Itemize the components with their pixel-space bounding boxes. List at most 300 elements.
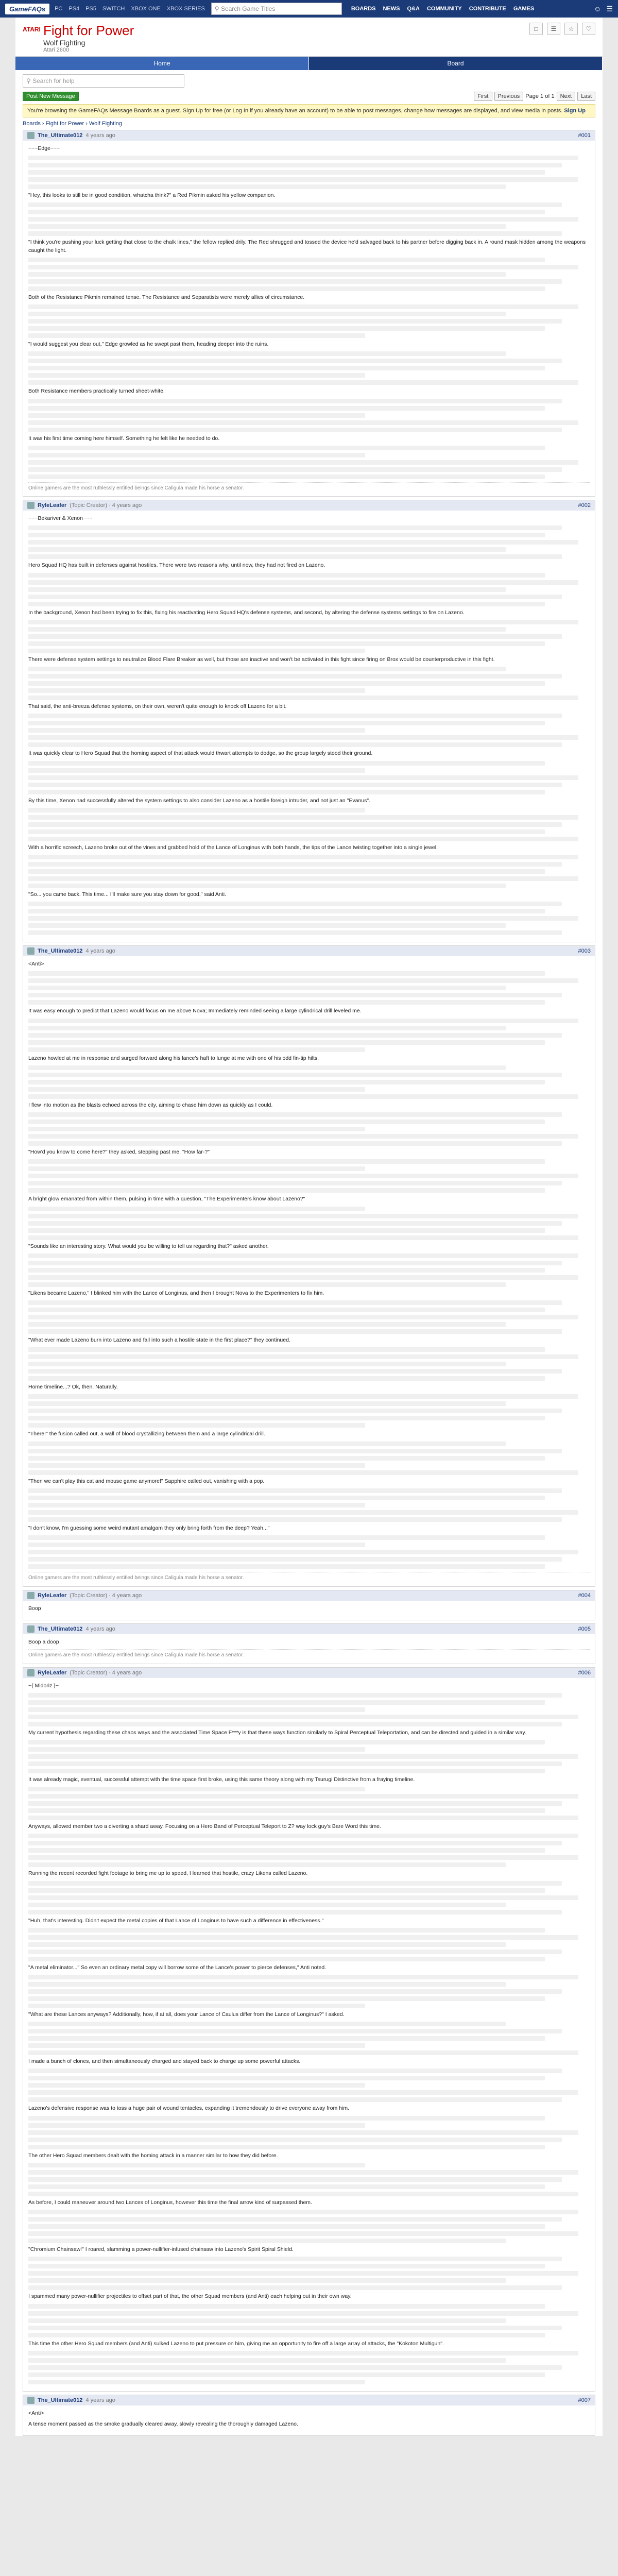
nav-boards[interactable]: BOARDS (351, 6, 376, 12)
text-line-placeholder (28, 2326, 562, 2330)
breadcrumb[interactable]: Boards › Fight for Power › Wolf Fighting (23, 121, 122, 127)
text-line-placeholder (28, 1957, 545, 1961)
post-author[interactable]: RyleLeafer (38, 1592, 67, 1599)
text-line-placeholder (28, 1282, 506, 1287)
text-line-placeholder (28, 413, 365, 418)
text-line-placeholder (28, 2116, 545, 2121)
text-line-placeholder (28, 909, 545, 913)
post-paragraph: "I don't know, I'm guessing some weird mutant amalgam they only bring forth from the deep? Yeah..." (28, 1524, 270, 1531)
post-header (23, 1624, 595, 1634)
text-line-placeholder (28, 1047, 365, 1052)
post-paragraph: "Chromium Chainsaw!" I roared, slamming a power-nullifier-infused chainsaw into Lazeno's Spirit Spiral Shield. (28, 2246, 294, 2253)
text-line-placeholder (28, 1700, 545, 1705)
text-line-placeholder (28, 634, 562, 639)
text-line-placeholder (28, 1449, 562, 1453)
text-line-placeholder (28, 674, 562, 679)
text-line-placeholder (28, 1543, 365, 1547)
post-paragraph: Boop a doop (28, 1638, 59, 1645)
nav-games[interactable]: GAMES (513, 6, 535, 12)
text-line-placeholder (28, 286, 545, 291)
text-line-placeholder (28, 2069, 562, 2073)
first-page-button[interactable]: First (474, 92, 492, 101)
text-line-placeholder (28, 2036, 545, 2041)
avatar[interactable] (27, 947, 35, 955)
last-page-button[interactable]: Last (577, 92, 595, 101)
post-author[interactable]: The_Ultimate012 (38, 1625, 83, 1632)
text-line-placeholder (28, 1166, 365, 1171)
text-line-placeholder (28, 1094, 578, 1099)
text-line-placeholder (28, 1026, 506, 1030)
text-line-placeholder (28, 2004, 365, 2008)
text-line-placeholder (28, 1787, 365, 1791)
text-line-placeholder (28, 351, 506, 356)
game-platform: Atari 2600 (43, 47, 70, 53)
text-line-placeholder (28, 978, 578, 983)
text-line-placeholder (28, 156, 578, 160)
post-meta: 4 years ago (85, 948, 115, 955)
post-paragraph: I made a bunch of clones, and then simultaneously charged and stayed back to charge up some powerful attacks. (28, 2058, 301, 2065)
text-line-placeholder (28, 1174, 578, 1178)
text-line-placeholder (28, 1488, 562, 1493)
text-line-placeholder (28, 460, 578, 465)
post-paragraph: "How'd you know to come here?" they asked, stepping past me. "How far-?" (28, 1149, 210, 1156)
text-line-placeholder (28, 1707, 365, 1712)
message-list (15, 130, 603, 2436)
post-paragraph: It was quickly clear to Hero Squad that the homing aspect of that attack would thwart attempts to dodge, so the group largely stood their ground. (28, 750, 373, 757)
text-line-placeholder (28, 1329, 562, 1334)
post-paragraph: There were defense system settings to neutralize Blood Flare Breaker as well, but those are inactive and won't be activated in this fight since firing on Brox would be counterproductive in this fight. (28, 656, 495, 663)
text-line-placeholder (28, 688, 365, 693)
post-paragraph: I spammed many power-nullifier projectiles to offset part of that, the other Squad members (and Anti) each helping out in their own way. (28, 2293, 352, 2300)
text-line-placeholder (28, 1715, 578, 1719)
text-line-placeholder (28, 2097, 562, 2102)
text-line-placeholder (28, 467, 562, 472)
text-line-placeholder (28, 1362, 506, 1366)
game-title[interactable]: Fight for Power (43, 23, 134, 38)
text-line-placeholder (28, 2372, 545, 2377)
text-line-placeholder (28, 1120, 545, 1124)
post-author[interactable]: RyleLeafer (38, 502, 67, 509)
text-line-placeholder (28, 1040, 545, 1045)
text-line-placeholder (28, 163, 562, 167)
text-line-placeholder (28, 2022, 506, 2026)
post-header (23, 130, 595, 141)
text-line-placeholder (28, 902, 562, 906)
post-header (23, 500, 595, 511)
platform-link-pc[interactable]: PC (55, 6, 63, 12)
avatar[interactable] (27, 502, 35, 509)
user-icon[interactable]: ☺ (594, 4, 602, 13)
text-line-placeholder (28, 837, 578, 841)
text-line-placeholder (28, 2351, 578, 2355)
post-paragraph: In the background, Xenon had been trying to fix this, fixing his reactivating Hero Squad HQ's defense systems, and second, by altering the defense systems settings to fire on Lazeno. (28, 609, 465, 616)
text-line-placeholder (28, 822, 562, 827)
list-icon[interactable]: ☰ (547, 23, 560, 35)
text-line-placeholder (28, 1510, 578, 1515)
platform-link-ps5[interactable]: PS5 (85, 6, 96, 12)
next-page-button[interactable]: Next (557, 92, 576, 101)
text-line-placeholder (28, 2333, 545, 2337)
text-line-placeholder (28, 587, 506, 592)
message-post (23, 1590, 595, 1620)
text-line-placeholder (28, 2177, 562, 2182)
post-paragraph: My current hypothesis regarding these chaos ways and the associated Time Space F***y is that these ways function similarly to Spiral Perceptual Teleportation, and can be directed and guided in a similar way. (28, 1729, 526, 1736)
text-line-placeholder (28, 602, 545, 606)
post-body (23, 1601, 595, 1620)
text-line-placeholder (28, 210, 545, 214)
platform-link-ps4[interactable]: PS4 (68, 6, 80, 12)
text-line-placeholder (28, 1895, 578, 1900)
text-line-placeholder (28, 1535, 545, 1540)
text-line-placeholder (28, 380, 578, 385)
text-line-placeholder (28, 2192, 578, 2196)
post-meta: (Topic Creator) · 4 years ago (70, 1592, 142, 1599)
text-line-placeholder (28, 855, 578, 859)
post-header (23, 1590, 595, 1601)
text-line-placeholder (28, 993, 562, 997)
text-line-placeholder (28, 170, 545, 175)
text-line-placeholder (28, 1747, 365, 1752)
post-author[interactable]: The_Ultimate012 (38, 132, 83, 139)
text-line-placeholder (28, 1033, 562, 1038)
text-line-placeholder (28, 1848, 545, 1853)
text-line-placeholder (28, 1394, 578, 1399)
text-line-placeholder (28, 279, 562, 284)
post-paragraph: "A metal eliminator..." So even an ordinary metal copy will borrow some of the Lance's power to pierce defenses," Anti noted. (28, 1964, 327, 1971)
text-line-placeholder (28, 1401, 506, 1406)
avatar[interactable] (27, 1625, 35, 1633)
text-line-placeholder (28, 876, 578, 881)
text-line-placeholder (28, 2304, 545, 2309)
text-line-placeholder (28, 540, 578, 545)
text-line-placeholder (28, 1141, 562, 1146)
text-line-placeholder (28, 453, 365, 457)
text-line-placeholder (28, 1134, 578, 1139)
text-line-placeholder (28, 1888, 545, 1893)
post-paragraph: "Then we can't play this cat and mouse game anymore!" Sapphire called out, vanishing with a pop. (28, 1478, 265, 1484)
menu-icon[interactable]: ☰ (606, 4, 613, 13)
avatar[interactable] (27, 1669, 35, 1676)
text-line-placeholder (28, 399, 562, 403)
text-line-placeholder (28, 326, 545, 331)
text-line-placeholder (28, 2380, 365, 2384)
text-line-placeholder (28, 1754, 578, 1759)
text-line-placeholder (28, 1087, 365, 1092)
post-meta: (Topic Creator) · 4 years ago (70, 1669, 142, 1676)
text-line-placeholder (28, 721, 545, 725)
text-line-placeholder (28, 2145, 545, 2149)
post-meta: 4 years ago (85, 1625, 115, 1632)
post-paragraph: "I would suggest you clear out," Edge growled as he swept past them, heading deeper into the ruins. (28, 341, 269, 348)
text-line-placeholder (28, 2278, 506, 2283)
guest-notice-text: You're browsing the GameFAQs Message Boards as a guest. Sign Up for free (or Log In if you already have an account) to be able to post messages, change how messages are displayed, and view media in posts. (27, 108, 563, 114)
text-line-placeholder (28, 547, 506, 552)
text-line-placeholder (28, 1935, 578, 1940)
post-body (23, 141, 595, 496)
text-line-placeholder (28, 333, 365, 338)
text-line-placeholder (28, 1253, 578, 1258)
post-paragraph: I flew into motion as the blasts echoed across the city, aiming to chase him down as quickly as I could. (28, 1101, 273, 1108)
post-body (23, 2405, 595, 2435)
text-line-placeholder (28, 1517, 562, 1522)
text-line-placeholder (28, 526, 562, 530)
post-signature: Online gamers are the most ruthlessly entitled beings since Caligula made his horse a senator. (28, 1572, 590, 1582)
post-paragraph: This time the other Hero Squad members (and Anti) sulked Lazeno to put pressure on him, giving me an opportunity to fire off a large array of attacks, the "Kokoton Multigun". (28, 2340, 444, 2347)
post-paragraph: "What ever made Lazeno burn into Lazeno and fall into such a hostile state in the first place?" they continued. (28, 1336, 290, 1343)
text-line-placeholder (28, 1722, 562, 1726)
text-line-placeholder (28, 202, 562, 207)
search-icon: ⚲ (214, 5, 221, 12)
post-paragraph: Anyways, allowed member two a diverting a shard away. Focusing on a Hero Band of Perceptual Teleport to Z? way lock guy's Bare Word this time. (28, 1823, 381, 1830)
message-post (23, 500, 595, 942)
text-line-placeholder (28, 2358, 506, 2363)
text-line-placeholder (28, 1862, 506, 1867)
text-line-placeholder (28, 1261, 562, 1265)
text-line-placeholder (28, 2184, 545, 2189)
text-line-placeholder (28, 2257, 562, 2261)
guest-notice (23, 104, 595, 117)
text-line-placeholder (28, 1470, 578, 1475)
text-line-placeholder (28, 2170, 578, 2175)
text-line-placeholder (28, 1188, 545, 1193)
post-author[interactable]: The_Ultimate012 (38, 948, 83, 955)
post-paragraph: It was easy enough to predict that Lazeno would focus on me above Nova; Immediately reminded seeing a large cylindrical drill leveled me. (28, 1008, 362, 1014)
pagination (474, 92, 595, 101)
post-paragraph: The other Hero Squad members dealt with the homing attack in a manner similar to how they did before. (28, 2152, 278, 2159)
post-number[interactable]: #005 (578, 1625, 591, 1632)
text-line-placeholder (28, 2138, 562, 2142)
post-paragraph: "Likens became Lazeno," I blinked him with the Lance of Longinus, and then I brought Nova to the Experimenters to fix him. (28, 1290, 324, 1296)
text-line-placeholder (28, 1740, 545, 1744)
text-line-placeholder (28, 1794, 578, 1799)
post-author[interactable]: The_Ultimate012 (38, 2397, 83, 2403)
post-paragraph: A bright glow emanated from within them, pulsing in time with a question, "The Experimenters know about Lazeno?" (28, 1196, 305, 1202)
text-line-placeholder (28, 406, 545, 411)
nav-news[interactable]: NEWS (383, 6, 400, 12)
avatar[interactable] (27, 1592, 35, 1599)
page-wrapper (15, 18, 603, 2436)
post-paragraph: Boop (28, 1605, 41, 1612)
text-line-placeholder (28, 1761, 562, 1766)
post-header (23, 946, 595, 956)
post-body (23, 1634, 595, 1664)
avatar[interactable] (27, 2397, 35, 2404)
nav-qa[interactable]: Q&A (407, 6, 420, 12)
text-line-placeholder (28, 1073, 562, 1077)
help-search-placeholder: Search for help (32, 77, 75, 84)
star-icon[interactable]: ☆ (564, 23, 578, 35)
tab-home[interactable]: Home (15, 57, 309, 70)
text-line-placeholder (28, 1503, 365, 1507)
text-line-placeholder (28, 790, 545, 794)
text-line-placeholder (28, 829, 545, 834)
top-nav-bar (0, 0, 618, 18)
text-line-placeholder (28, 1769, 545, 1773)
main-nav (351, 6, 534, 12)
text-line-placeholder (28, 2285, 562, 2290)
platform-link-xboxseries[interactable]: XBOX SERIES (166, 6, 205, 12)
text-line-placeholder (28, 265, 578, 269)
title-block (43, 23, 134, 53)
nav-icons (594, 5, 613, 13)
post-paragraph: "Sounds like an interesting story. What would you be willing to tell us regarding that?" asked another. (28, 1243, 269, 1249)
text-line-placeholder (28, 2239, 506, 2243)
page-indicator: Page 1 of 1 (525, 93, 555, 99)
post-number[interactable]: #004 (578, 1592, 591, 1599)
text-line-placeholder (28, 2318, 506, 2323)
nav-contribute[interactable]: CONTRIBUTE (469, 6, 506, 12)
text-line-placeholder (28, 1942, 506, 1947)
text-line-placeholder (28, 258, 545, 262)
text-line-placeholder (28, 1000, 545, 1005)
post-number[interactable]: #001 (578, 132, 591, 139)
text-line-placeholder (28, 742, 562, 747)
text-line-placeholder (28, 620, 578, 624)
avatar[interactable] (27, 132, 35, 139)
post-body (23, 511, 595, 942)
text-line-placeholder (28, 272, 506, 277)
tab-board[interactable]: Board (309, 57, 603, 70)
post-signature: Online gamers are the most ruthlessly entitled beings since Caligula made his horse a senator. (28, 482, 590, 493)
text-line-placeholder (28, 1982, 506, 1987)
text-line-placeholder (28, 231, 562, 236)
help-search-input[interactable] (23, 74, 184, 88)
post-paragraph: "Huh, that's interesting. Didn't expect the metal copies of that Lance of Longinus to have such a difference in effectiveness." (28, 1917, 324, 1924)
game-search-input[interactable] (211, 3, 342, 15)
post-author[interactable]: RyleLeafer (38, 1669, 67, 1676)
post-paragraph: ~~~Edge~~~ (28, 145, 60, 151)
text-line-placeholder (28, 1207, 365, 1211)
text-line-placeholder (28, 420, 578, 425)
post-number[interactable]: #006 (578, 1669, 591, 1676)
text-line-placeholder (28, 1801, 562, 1806)
message-post (23, 1667, 595, 2392)
text-line-placeholder (28, 366, 545, 370)
text-line-placeholder (28, 1834, 578, 1838)
post-paragraph: Both of the Resistance Pikmin remained tense. The Resistance and Separatists were merely allies of circumstance. (28, 294, 305, 300)
text-line-placeholder (28, 1019, 578, 1023)
text-line-placeholder (28, 1080, 545, 1084)
text-line-placeholder (28, 304, 578, 309)
text-line-placeholder (28, 1347, 545, 1352)
post-paragraph: "I think you're pushing your luck getting that close to the chalk lines," the fellow replied drily. The Red shrugged and tossed the device he'd salvaged back to his partner before digging back in. A round mask hidden among the weapons caught the light. (28, 239, 586, 253)
text-line-placeholder (28, 1463, 365, 1468)
text-line-placeholder (28, 1950, 562, 1954)
text-line-placeholder (28, 319, 562, 324)
text-line-placeholder (28, 735, 578, 740)
message-post (23, 130, 595, 497)
post-paragraph: Lazeno's defensive response was to toss a huge pair of wound tentacles, expanding it tremendously to drive everyone away from him. (28, 2105, 350, 2112)
text-line-placeholder (28, 1996, 545, 2001)
text-line-placeholder (28, 1127, 365, 1131)
board-controls (15, 92, 603, 104)
text-line-placeholder (28, 2123, 365, 2128)
board-title: Wolf Fighting (43, 39, 85, 47)
text-line-placeholder (28, 862, 562, 867)
post-paragraph: Lazeno howled at me in response and surged forward along his lance's haft to lunge at me with one of his odd fin-tip hilts. (28, 1055, 319, 1061)
text-line-placeholder (28, 641, 545, 646)
text-line-placeholder (28, 696, 578, 700)
text-line-placeholder (28, 2083, 365, 2088)
text-line-placeholder (28, 1989, 562, 1994)
signup-link[interactable]: Sign Up (564, 108, 586, 114)
text-line-placeholder (28, 1376, 545, 1381)
text-line-placeholder (28, 1910, 562, 1914)
post-paragraph: "Hey, this looks to still be in good condition, whatcha think?" a Red Pikmin asked his yellow companion. (28, 192, 276, 199)
text-line-placeholder (28, 1300, 562, 1305)
platform-link-xboxone[interactable]: XBOX ONE (131, 6, 161, 12)
text-line-placeholder (28, 1881, 562, 1886)
text-line-placeholder (28, 761, 545, 766)
post-number[interactable]: #002 (578, 502, 591, 509)
text-line-placeholder (28, 2050, 578, 2055)
text-line-placeholder (28, 1112, 562, 1117)
text-line-placeholder (28, 2271, 578, 2276)
text-line-placeholder (28, 2029, 562, 2033)
platform-link-switch[interactable]: SWITCH (102, 6, 125, 12)
text-line-placeholder (28, 2163, 365, 2167)
text-line-placeholder (28, 1065, 506, 1070)
text-line-placeholder (28, 533, 545, 537)
post-paragraph: <Anti> (28, 2410, 44, 2416)
text-line-placeholder (28, 1409, 562, 1413)
text-line-placeholder (28, 1456, 545, 1461)
post-paragraph: With a horrific screech, Lazeno broke out of the vines and grabbed hold of the Lance of Longinus with both hands, the tips of the Lance twisting together into a single jewel. (28, 844, 438, 851)
text-line-placeholder (28, 768, 365, 773)
post-number[interactable]: #003 (578, 948, 591, 955)
text-line-placeholder (28, 184, 506, 189)
text-line-placeholder (28, 1442, 506, 1446)
text-line-placeholder (28, 2090, 578, 2095)
text-line-placeholder (28, 627, 506, 632)
text-line-placeholder (28, 580, 578, 585)
prev-page-button[interactable]: Previous (494, 92, 524, 101)
text-line-placeholder (28, 1275, 578, 1280)
post-paragraph: By this time, Xenon had successfully altered the system settings to also consider Lazeno as a hostile foreign intruder, and not just an "Evanus". (28, 797, 371, 804)
post-signature: Online gamers are the most ruthlessly entitled beings since Caligula made his horse a senator. (28, 1649, 590, 1659)
post-paragraph: It was already magic, eventual, successful attempt with the time space first broke, using this same theory along with my Tsurugi Distinctive from a fraying timeline. (28, 1776, 415, 1783)
text-line-placeholder (28, 783, 562, 787)
text-line-placeholder (28, 428, 562, 432)
text-line-placeholder (28, 2210, 578, 2214)
post-paragraph: Hero Squad HQ has built in defenses against hostiles. There were two reasons why, until now, they had not fired on Lazeno. (28, 562, 325, 569)
post-meta: 4 years ago (85, 132, 115, 139)
site-logo[interactable]: GameFAQs (5, 4, 49, 14)
text-line-placeholder (28, 1221, 562, 1226)
text-line-placeholder (28, 1214, 578, 1218)
bookmark-icon[interactable]: □ (529, 23, 543, 35)
nav-community[interactable]: COMMUNITY (426, 6, 462, 12)
post-paragraph: ~~~Bekariver & Xenon~~~ (28, 515, 93, 522)
post-header (23, 1668, 595, 1678)
text-line-placeholder (28, 1268, 545, 1273)
text-line-placeholder (28, 1808, 545, 1813)
text-line-placeholder (28, 595, 562, 599)
text-line-placeholder (28, 971, 545, 976)
text-line-placeholder (28, 986, 506, 990)
text-line-placeholder (28, 359, 562, 363)
text-line-placeholder (28, 1841, 562, 1845)
post-paragraph: ~{ Midoriz }~ (28, 1682, 59, 1689)
text-line-placeholder (28, 923, 506, 928)
game-search-placeholder: Search Game Titles (220, 5, 276, 12)
message-post (23, 945, 595, 1586)
post-number[interactable]: #007 (578, 2397, 591, 2403)
post-new-message-button[interactable]: Post New Message (23, 92, 79, 101)
post-paragraph: Home timeline...? Ok, then. Naturally. (28, 1384, 118, 1391)
heart-icon[interactable]: ♡ (582, 23, 595, 35)
text-line-placeholder (28, 217, 578, 222)
